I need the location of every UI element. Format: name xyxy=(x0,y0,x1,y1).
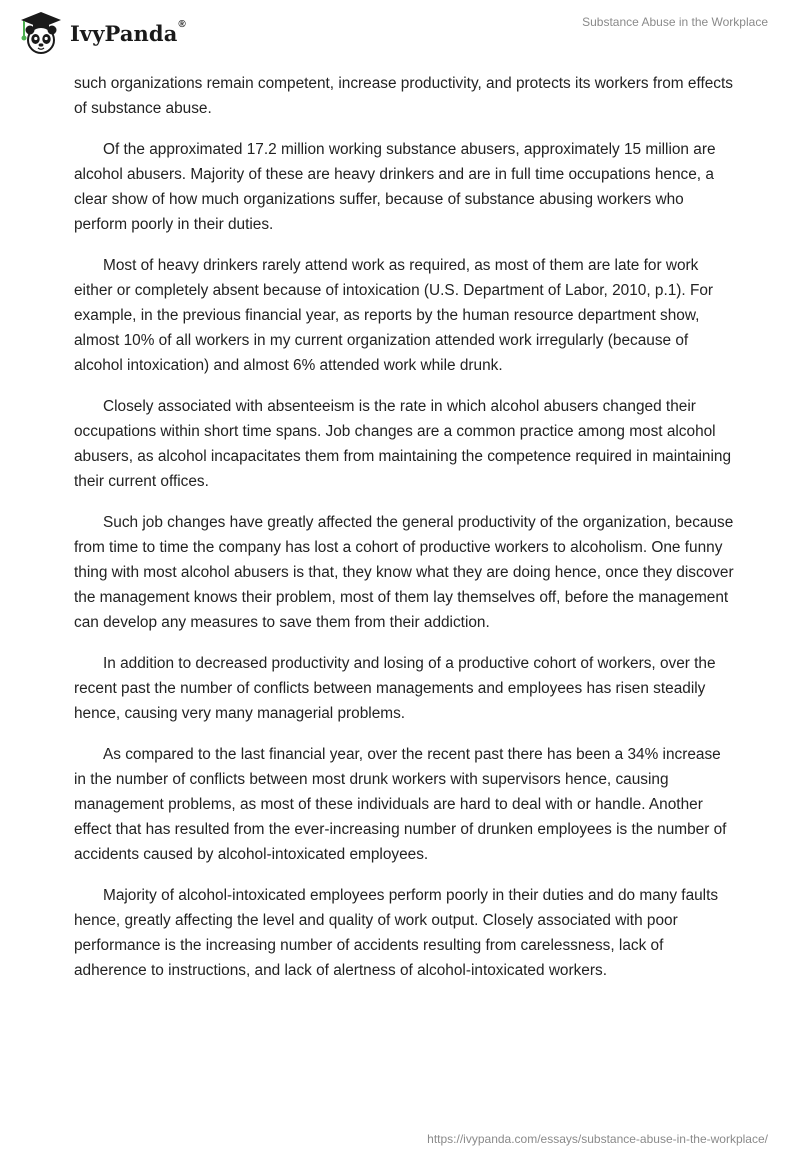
paragraph: Closely associated with absenteeism is the rate in which alcohol abusers changed their occupations within short time spans. Job changes are a common practice among most alcohol abusers, as alcohol incapacitates them from maintaining the competence required in maintaining their current offices. xyxy=(74,398,732,490)
essay-body xyxy=(74,71,734,999)
document-title: Substance Abuse in the Workplace xyxy=(582,15,768,29)
paragraph: In addition to decreased productivity and losing of a productive cohort of workers, over the recent past the number of conflicts between managements and employees has risen steadily hence, causing very many managerial problems. xyxy=(74,655,716,722)
paragraph: Most of heavy drinkers rarely attend work as required, as most of them are late for work either or completely absent because of intoxication (U.S. Department of Labor, 2010, p.1). For example, in the previous financial year, as reports by the human resource department show, almost 10% of all workers in my current organization attended work irregularly (because of alcohol intoxication) and almost 6% attended work while drunk. xyxy=(74,257,714,374)
brand-name: IvyPanda® xyxy=(70,18,186,46)
paragraph: Such job changes have greatly affected the general productivity of the organization, because from time to time the company has lost a cohort of productive workers to alcoholism. One funny thing with most alcohol abusers is that, they know what they are doing hence, once they discover the management knows their problem, most of them lay themselves off, before the management can develop any measures to save them from their addiction. xyxy=(74,514,734,631)
paragraph: As compared to the last financial year, over the recent past there has been a 34% increase in the number of conflicts between most drunk workers with supervisors hence, causing management problems, as most of these individuals are hard to deal with or handle. Another effect that has resulted from the ever-increasing number of drunken employees is the number of accidents caused by alcohol-intoxicated employees. xyxy=(74,746,727,863)
panda-graduation-cap-icon xyxy=(16,10,66,56)
source-url-link[interactable]: https://ivypanda.com/essays/substance-abuse-in-the-workplace/ xyxy=(427,1132,768,1146)
paragraph: such organizations remain competent, increase productivity, and protects its workers from effects of substance abuse. xyxy=(74,75,733,117)
paragraph: Majority of alcohol-intoxicated employees perform poorly in their duties and do many faults hence, greatly affecting the level and quality of work output. Closely associated with poor performance is the increasing number of accidents resulting from carelessness, lack of adherence to instructions, and lack of alertness of alcohol-intoxicated workers. xyxy=(74,887,719,979)
ivypanda-logo[interactable] xyxy=(16,10,186,56)
paragraph: Of the approximated 17.2 million working substance abusers, approximately 15 million are alcohol abusers. Majority of these are heavy drinkers and are in full time occupations hence, a clear show of how much organizations suffer, because of substance abusing workers who perform poorly in their duties. xyxy=(74,141,716,233)
registered-mark: ® xyxy=(178,18,186,30)
page-header xyxy=(0,0,800,66)
